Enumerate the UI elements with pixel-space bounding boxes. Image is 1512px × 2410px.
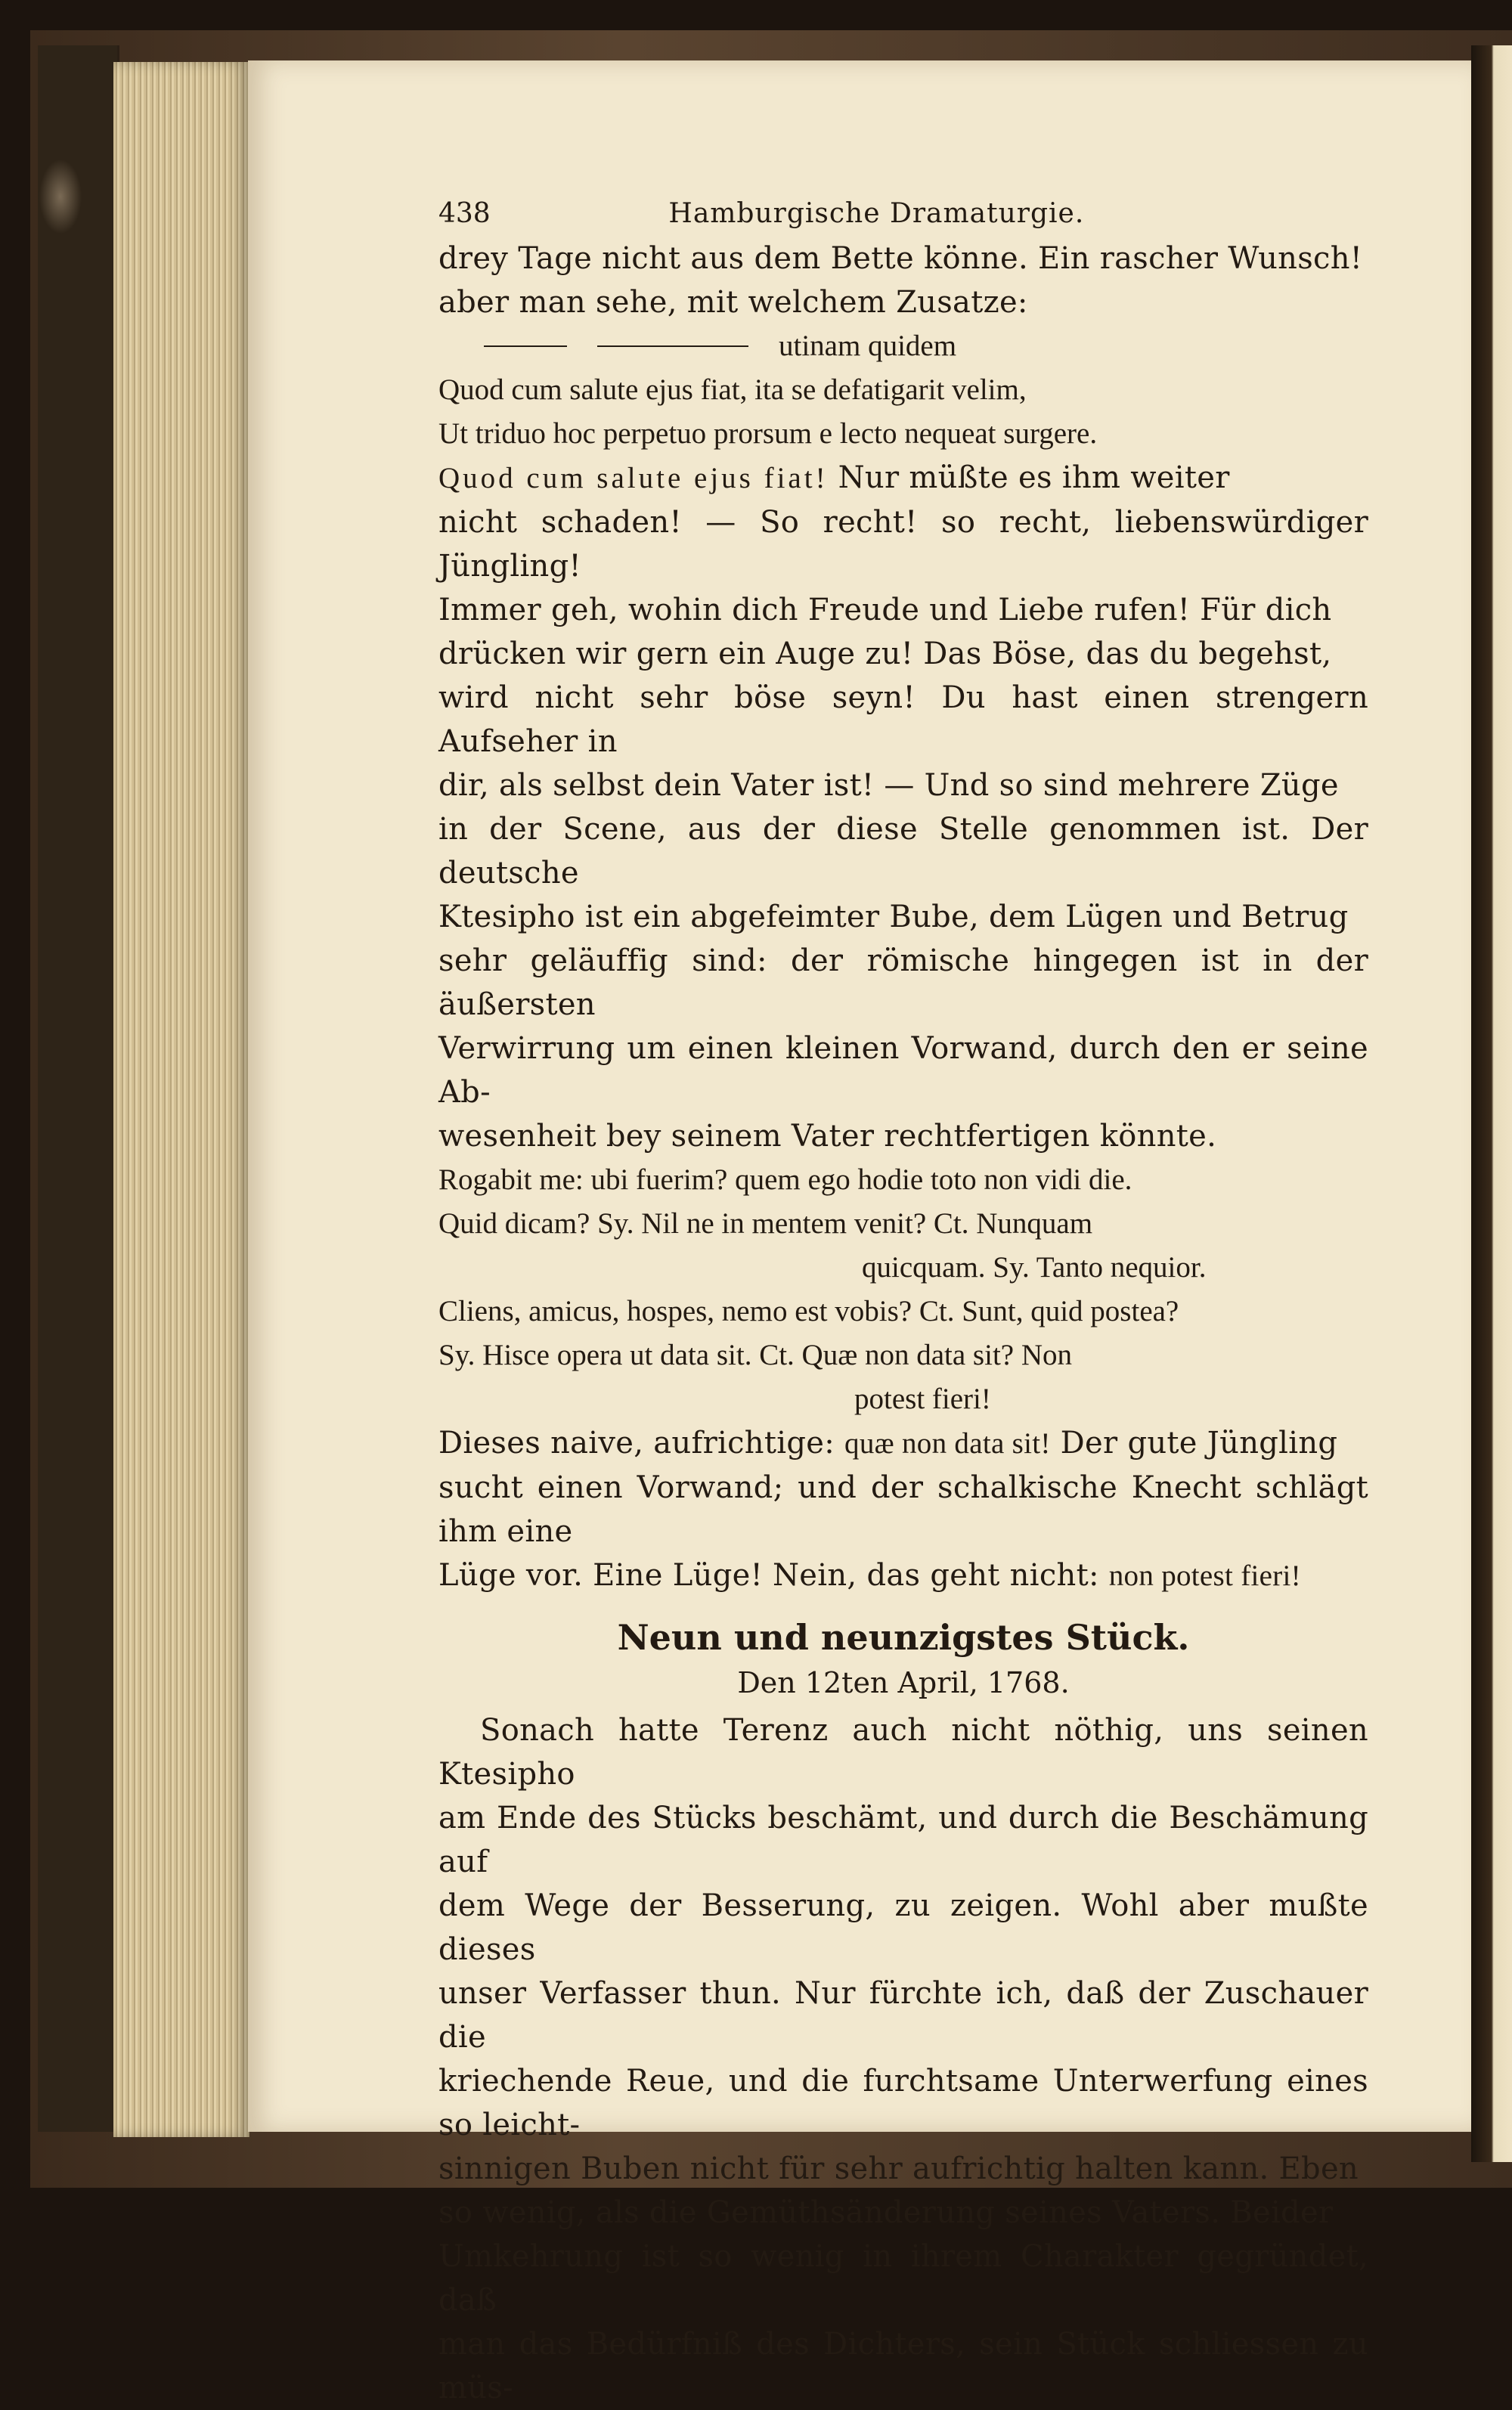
latin-quote: Quod cum salute ejus fiat, ita se defatigarit velim, [438, 373, 1027, 406]
text-fragment: Dieses naive, aufrichtige: [438, 1426, 845, 1461]
text-line: Umkehrung ist so wenig in ihrem Charakter gegründet, daß [438, 2239, 1368, 2318]
running-title: Hamburgische Dramaturgie. [668, 198, 1085, 229]
text-line: drücken wir gern ein Auge zu! Das Böse, das du begehst, [438, 637, 1332, 671]
text-line [438, 456, 1368, 500]
text-line: in der Scene, aus der diese Stelle genommen ist. Der deutsche [438, 812, 1368, 891]
text-line: am Ende des Stücks beschämt, und durch die Beschämung auf [438, 1801, 1368, 1879]
section-date: Den 12ten April, 1768. [737, 1666, 1070, 1699]
text-line: wesenheit bey seinem Vater rechtfertigen könnte. [438, 1119, 1217, 1154]
text-line: wird nicht sehr böse seyn! Du hast einen strengern Aufseher in [438, 680, 1368, 759]
text-line: aber man sehe, mit welchem Zusatze: [438, 285, 1028, 320]
latin-quote: Rogabit me: ubi fuerim? quem ego hodie toto non vidi die. [438, 1163, 1132, 1196]
text-line: man das Bedürfniß des Dichters, sein Stück schliessen zu müs- [438, 2327, 1368, 2405]
latin-quote: Sy. Hisce opera ut data sit. Ct. Quæ non data sit? Non [438, 1339, 1073, 1371]
running-header [438, 198, 1368, 229]
page-edges [113, 62, 249, 2137]
latin-inline: Quod cum salute ejus fiat! [438, 462, 829, 494]
page-number: 438 [438, 198, 491, 229]
text-line: sehr geläuffig sind: der römische hingegen ist in der äußersten [438, 943, 1368, 1022]
section-title: Neun und neunzigstes Stück. [617, 1617, 1190, 1658]
text-line [438, 1553, 1368, 1598]
page-content [438, 198, 1368, 2410]
dash-rule [484, 345, 567, 347]
latin-quote: Ut triduo hoc perpetuo prorsum e lecto nequeat surgere. [438, 417, 1098, 450]
dash-rule [597, 345, 673, 347]
text-line: dir, als selbst dein Vater ist! — Und so sind mehrere Züge [438, 768, 1339, 803]
text-line: dem Wege der Besserung, zu zeigen. Wohl aber mußte dieses [438, 1888, 1368, 1967]
dash-rule [673, 345, 748, 347]
quote-rule-line [438, 324, 1368, 368]
latin-quote: utinam quidem [779, 330, 957, 362]
text-line: Sonach hatte Terenz auch nicht nöthig, uns seinen Ktesipho [438, 1713, 1368, 1792]
text-line [438, 1421, 1368, 1466]
latin-quote: Cliens, amicus, hospes, nemo est vobis? Ct. Sunt, quid postea? [438, 1295, 1179, 1327]
text-line: Immer geh, wohin dich Freude und Liebe rufen! Für dich [438, 593, 1332, 627]
text-line: sucht einen Vorwand; und der schalkische Knecht schlägt ihm eine [438, 1470, 1368, 1549]
text-fragment: Lüge vor. Eine Lüge! Nein, das geht nicht: [438, 1558, 1109, 1593]
text-line: unser Verfasser thun. Nur fürchte ich, daß der Zuschauer die [438, 1976, 1368, 2055]
latin-inline: non potest fieri! [1108, 1560, 1301, 1592]
text-line: so wenig, als die Gemüthsänderung seines Vaters. Beider [438, 2195, 1334, 2230]
text-line: drey Tage nicht aus dem Bette könne. Ein rascher Wunsch! [438, 241, 1363, 276]
text-line: Ktesipho ist ein abgefeimter Bube, dem Lügen und Betrug [438, 900, 1349, 934]
latin-inline: quæ non data sit! [844, 1427, 1051, 1460]
latin-quote: Quid dicam? Sy. Nil ne in mentem venit? Ct. Nunquam [438, 1207, 1093, 1240]
text-fragment: Nur müßte es ihm weiter [828, 460, 1230, 495]
marbled-edge [38, 45, 119, 2132]
text-fragment: Der gute Jüngling [1050, 1426, 1338, 1461]
text-line: kriechende Reue, und die furchtsame Unterwerfung eines so leicht- [438, 2064, 1368, 2142]
next-page-edge [1471, 45, 1512, 2162]
text-line: sinnigen Buben nicht für sehr aufrichtig halten kann. Eben [438, 2151, 1359, 2186]
latin-quote: quicquam. Sy. Tanto nequior. [862, 1251, 1207, 1284]
text-line: nicht schaden! — So recht! so recht, liebenswürdiger Jüngling! [438, 505, 1368, 584]
text-line: Verwirrung um einen kleinen Vorwand, durch den er seine Ab- [438, 1031, 1368, 1110]
latin-quote: potest fieri! [854, 1383, 991, 1415]
